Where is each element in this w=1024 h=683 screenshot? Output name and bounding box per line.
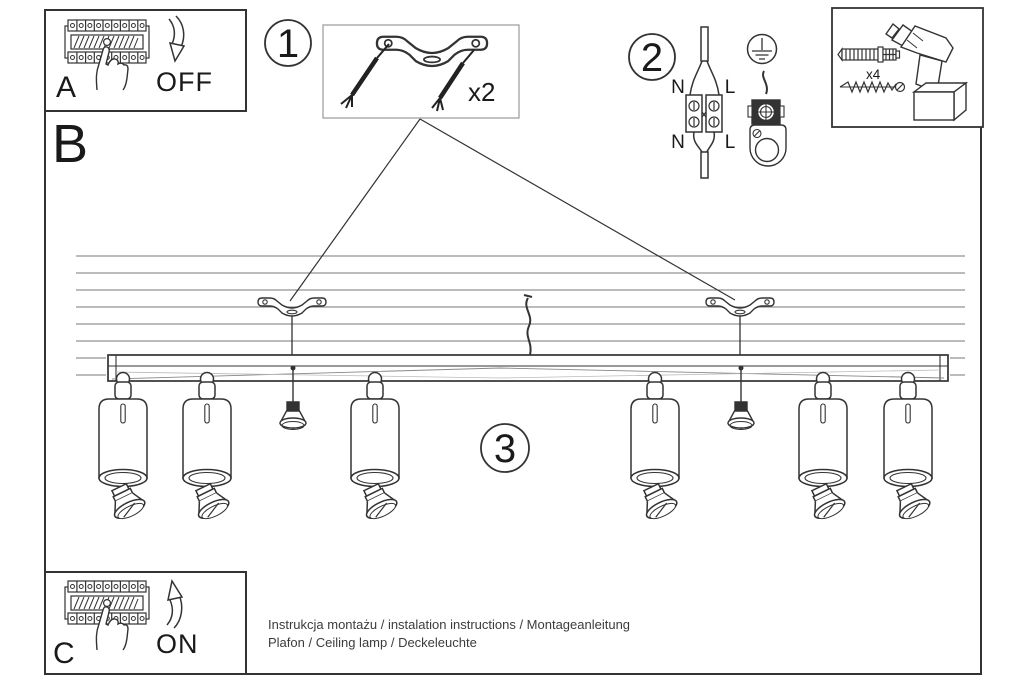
- panel-c-box: [45, 572, 246, 674]
- spotlight: [351, 373, 400, 523]
- panel-c-state: ON: [156, 629, 199, 659]
- spotlight: [799, 373, 848, 523]
- step3-number: 3: [493, 427, 517, 471]
- spotlight: [884, 373, 933, 523]
- step2-group: [629, 27, 786, 178]
- step1-quantity: x2: [468, 77, 496, 107]
- panel-a-box: [45, 10, 246, 111]
- spotlight: [183, 373, 232, 523]
- leader-lines: [290, 119, 735, 301]
- panel-a-label: A: [56, 71, 77, 104]
- spotlight: [99, 373, 148, 523]
- wire-label-n-bottom: N: [671, 132, 685, 153]
- footer-title-line2: Plafon / Ceiling lamp / Deckeleuchte: [268, 635, 477, 650]
- terminal-block-icon: [686, 27, 722, 178]
- step2-number: 2: [640, 36, 664, 80]
- supply-cable: [524, 295, 532, 355]
- panel-c-label: C: [53, 637, 75, 670]
- footer-title-line1: Instrukcja montażu / instalation instructions / Montageanleitung: [268, 617, 631, 632]
- wall-plug-icon: [838, 47, 900, 62]
- ground-clamp-icon: [748, 71, 786, 166]
- panel-a-state: OFF: [156, 67, 213, 97]
- wire-label-n-top: N: [671, 77, 685, 98]
- wire-label-l-top: L: [724, 77, 736, 98]
- tools-quantity: x4: [866, 67, 881, 82]
- spotlight: [631, 373, 680, 523]
- tools-box: [832, 8, 983, 127]
- earth-symbol-icon: [748, 35, 777, 64]
- step1-number: 1: [276, 22, 300, 66]
- step1-group: [265, 20, 519, 118]
- wire-label-l-bottom: L: [724, 132, 736, 153]
- panel-b-label: B: [52, 114, 89, 174]
